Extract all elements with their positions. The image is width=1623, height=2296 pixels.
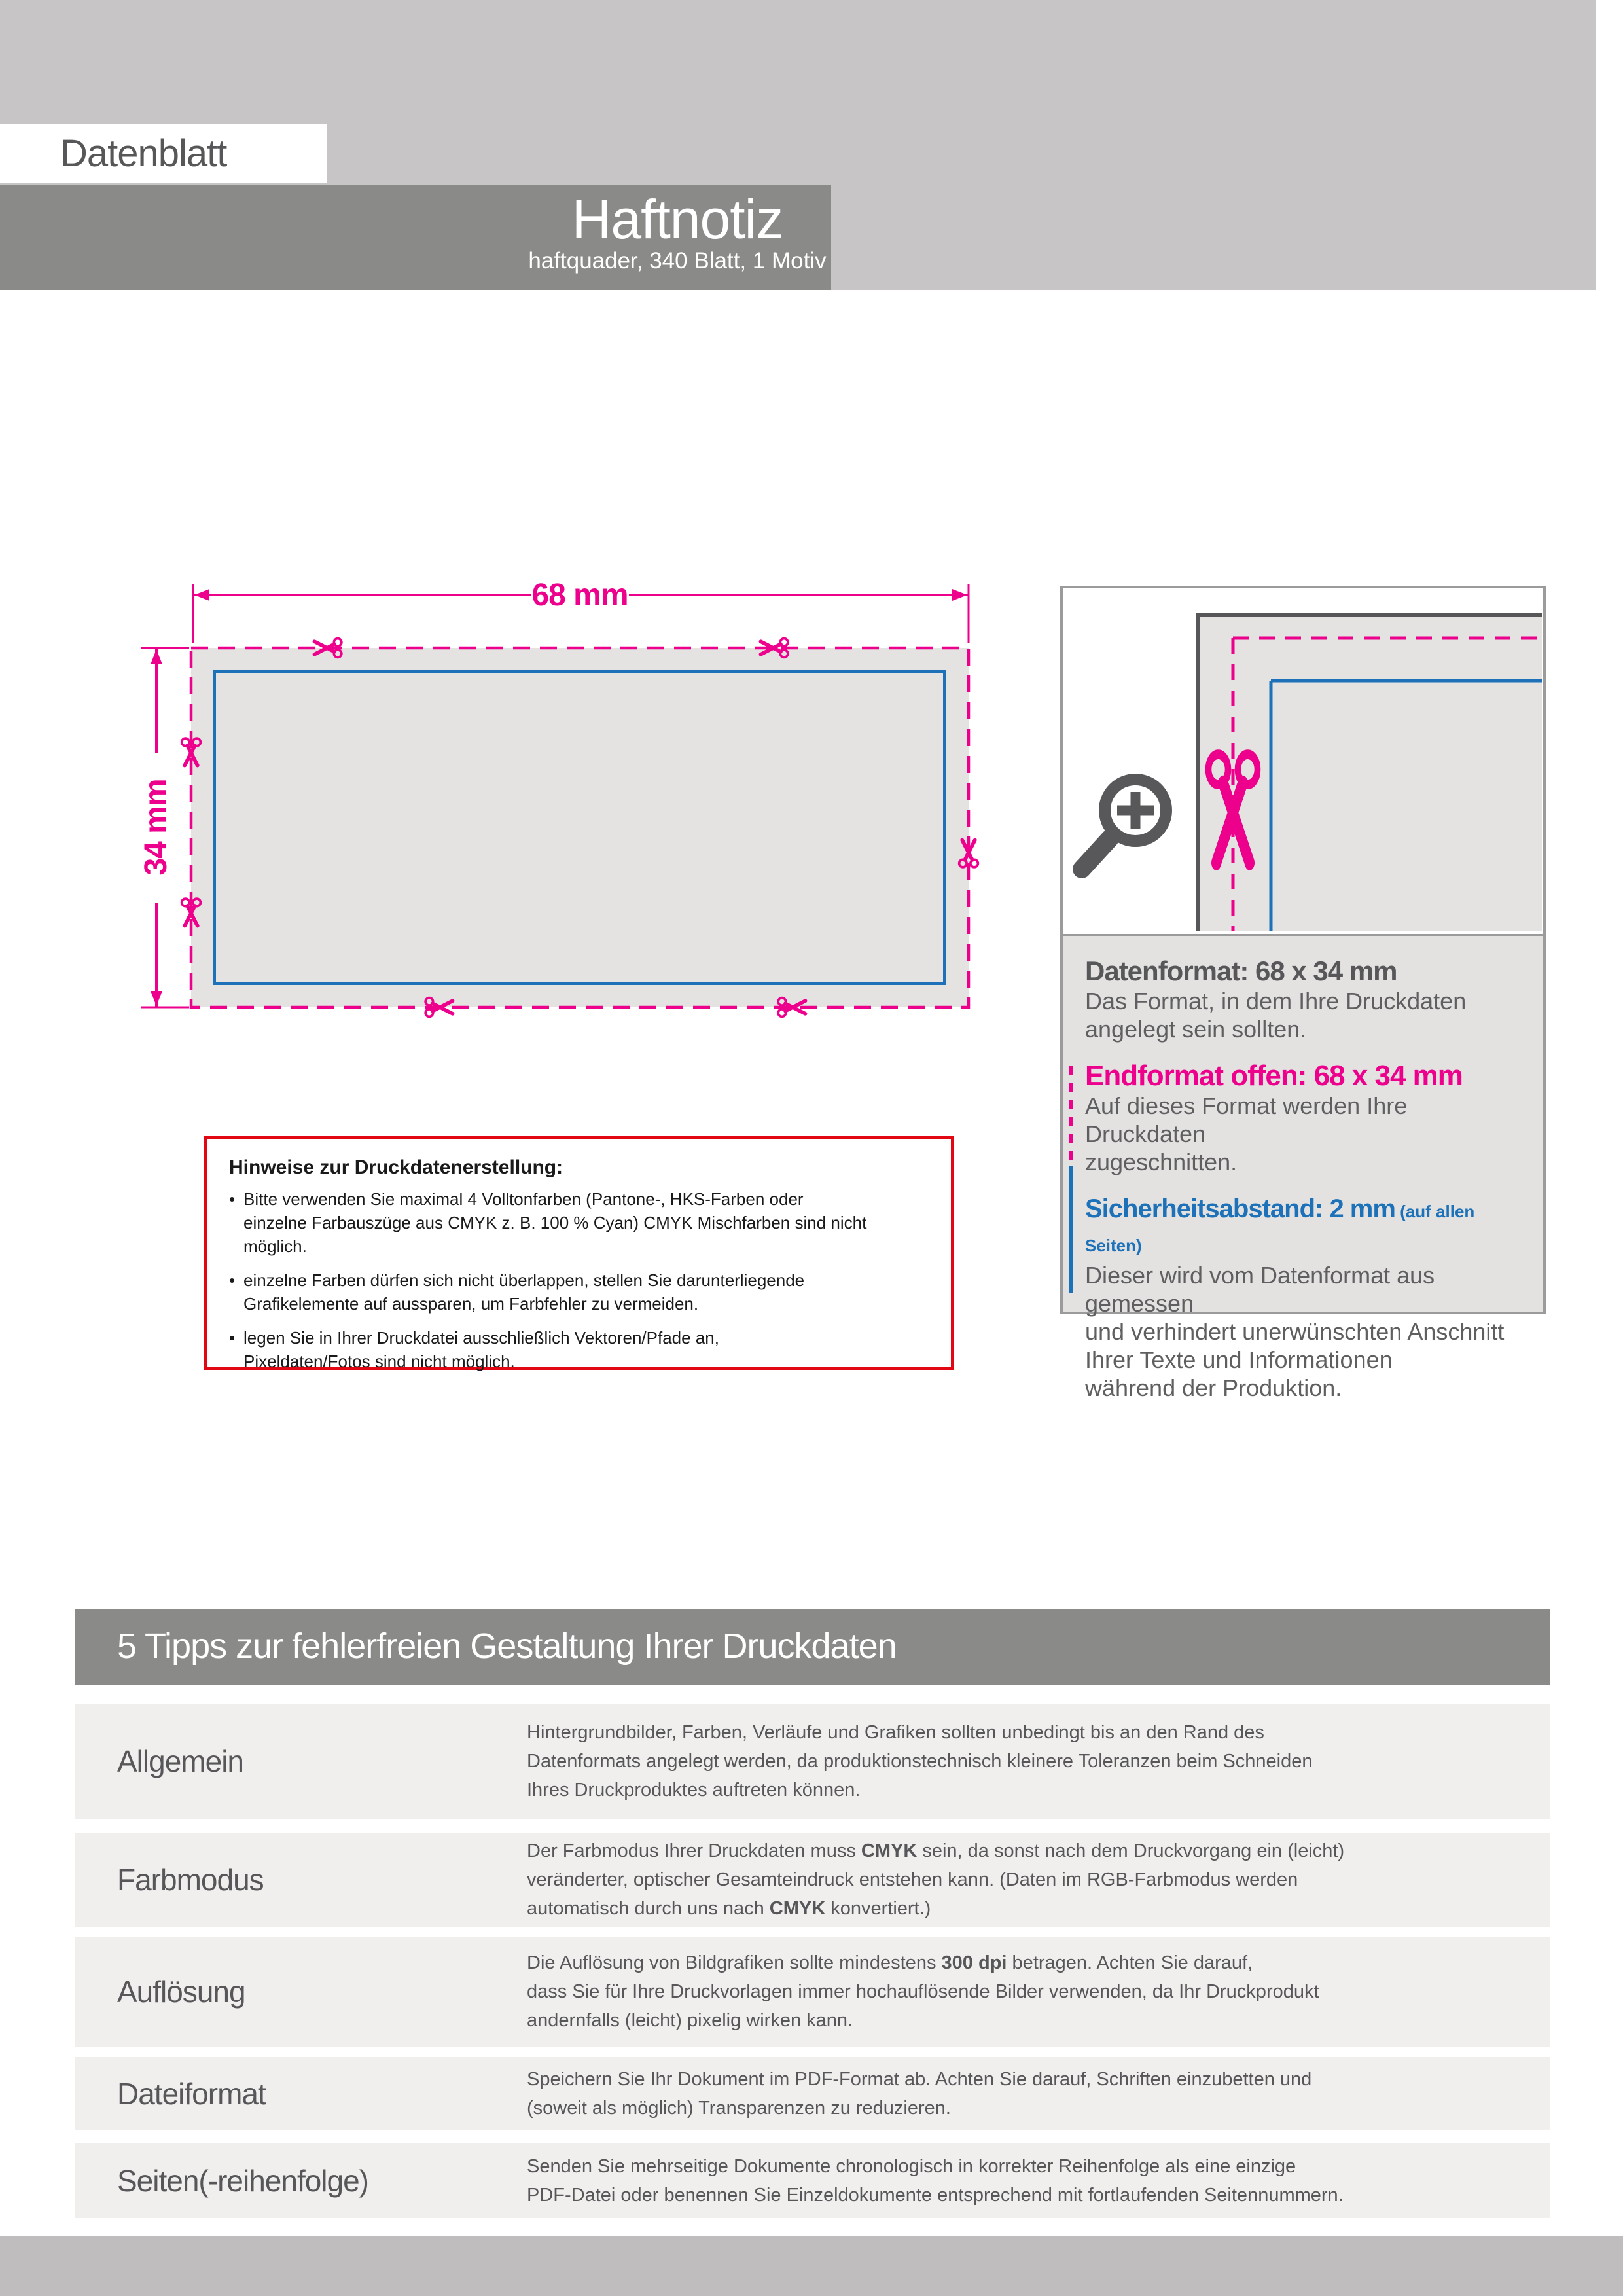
- notes-bullet: [229, 1187, 931, 1258]
- corner-fill: [1200, 617, 1542, 931]
- tip-row-aufloesung: [75, 1937, 1550, 2047]
- footer-band: [0, 2236, 1623, 2296]
- tip-label: Farbmodus: [117, 1863, 264, 1897]
- format-diagram: [131, 576, 1047, 1034]
- tip-row-farbmodus: [75, 1833, 1550, 1927]
- tip-label: Auflösung: [117, 1975, 245, 2009]
- product-subtitle: haftquader, 340 Blatt, 1 Motiv: [528, 248, 827, 274]
- print-data-notes-box: [204, 1136, 954, 1370]
- format-info-text-area: [1063, 934, 1543, 1401]
- tip-label: Allgemein: [117, 1744, 243, 1778]
- bullet-text: legen Sie in Ihrer Druckdatei ausschließlich Vektoren/Pfade an, Pixeldaten/Fotos sind nicht möglich.: [243, 1328, 719, 1371]
- bullet-dot: •: [229, 1270, 236, 1290]
- datenblatt-label: Datenblatt: [60, 132, 227, 175]
- tip-row-dateiformat: [75, 2057, 1550, 2130]
- tip-text: Der Farbmodus Ihrer Druckdaten muss CMYK sein, da sonst nach dem Druckvorgang ein (leicht) veränderter, optischer Gesamteindruck entstehen kann. (Daten im RGB-Farbmodus werden automatisch durch uns nach CMYK konvertiert.): [527, 1840, 1345, 1919]
- tip-row-seitenreihenfolge: [75, 2143, 1550, 2218]
- tips-header-bar: [75, 1609, 1550, 1685]
- datenformat-heading: Datenformat: 68 x 34 mm: [1085, 956, 1397, 986]
- bullet-text: Bitte verwenden Sie maximal 4 Volltonfarben (Pantone-, HKS-Farben oder einzelne Farbauszüge aus CMYK z. B. 100 % Cyan) CMYK Mischfarben sind nicht möglich.: [243, 1189, 867, 1256]
- bullet-dot: •: [229, 1189, 236, 1209]
- sicherheitsabstand-description: Dieser wird vom Datenformat aus gemessen und verhindert unerwünschten Anschnitt Ihrer Texte und Informationen während der Produktion.: [1085, 1262, 1505, 1401]
- safety-solid-accent: [1069, 1166, 1073, 1293]
- note-bleed-area: [191, 648, 969, 1007]
- endformat-heading: Endformat offen: 68 x 34 mm: [1085, 1060, 1463, 1092]
- tips-title: 5 Tipps zur fehlerfreien Gestaltung Ihrer Druckdaten: [117, 1626, 897, 1666]
- tip-label: Dateiformat: [117, 2077, 266, 2111]
- tip-text: Hintergrundbilder, Farben, Verläufe und Grafiken sollten unbedingt bis an den Rand des Datenformats angelegt werden, da produktionstechnisch kleinere Toleranzen beim Schneiden Ihres Druckproduktes auftreten können.: [527, 1722, 1313, 1801]
- height-dimension-label: 34 mm: [139, 779, 173, 876]
- bullet-text: einzelne Farben dürfen sich nicht überlappen, stellen Sie darunterliegende Grafikelemente auf aussparen, um Farbfehler zu vermeiden.: [243, 1270, 805, 1314]
- product-titles: [432, 189, 923, 274]
- height-dimension: [139, 648, 189, 1007]
- tip-label: Seiten(-reihenfolge): [117, 2163, 369, 2198]
- width-dimension-label: 68 mm: [531, 578, 628, 613]
- zoom-in-icon: [1082, 780, 1166, 869]
- sicherheitsabstand-suffix: (auf allen Seiten): [1085, 1202, 1475, 1255]
- tip-row-allgemein: [75, 1704, 1550, 1819]
- tip-text: Speichern Sie Ihr Dokument im PDF-Format ab. Achten Sie darauf, Schriften einzubetten und (soweit als möglich) Transparenzen zu reduzieren.: [527, 2069, 1312, 2119]
- tip-text: Senden Sie mehrseitige Dokumente chronologisch in korrekter Reihenfolge als eine einzige PDF-Datei oder benennen Sie Einzeldokumente entsprechend mit fortlaufenden Seitennummern.: [527, 2155, 1344, 2206]
- endformat-dashed-accent: [1069, 1066, 1073, 1174]
- sicherheitsabstand-heading: Sicherheitsabstand: 2 mm (auf allen Seiten): [1085, 1194, 1475, 1255]
- product-title-band: [0, 185, 831, 290]
- product-title: Haftnotiz: [571, 188, 783, 250]
- width-dimension: [193, 578, 969, 643]
- corner-zoom-illustration: [1063, 588, 1543, 931]
- endformat-description: Auf dieses Format werden Ihre Druckdaten zugeschnitten.: [1085, 1092, 1408, 1175]
- notes-bullet: [229, 1326, 931, 1373]
- notes-bullet: [229, 1268, 931, 1316]
- bullet-dot: •: [229, 1328, 236, 1348]
- datenformat-description: Das Format, in dem Ihre Druckdaten angelegt sein sollten.: [1085, 988, 1467, 1043]
- datenblatt-label-box: [0, 124, 327, 183]
- notes-title: Hinweise zur Druckdatenerstellung:: [229, 1157, 563, 1178]
- tip-text: Die Auflösung von Bildgrafiken sollte mindestens 300 dpi betragen. Achten Sie darauf, dass Sie für Ihre Druckvorlagen immer hochauflösende Bilder verwenden, da Ihr Druckprodukt andernfalls (leicht) pixelig wirken kann.: [527, 1952, 1319, 2031]
